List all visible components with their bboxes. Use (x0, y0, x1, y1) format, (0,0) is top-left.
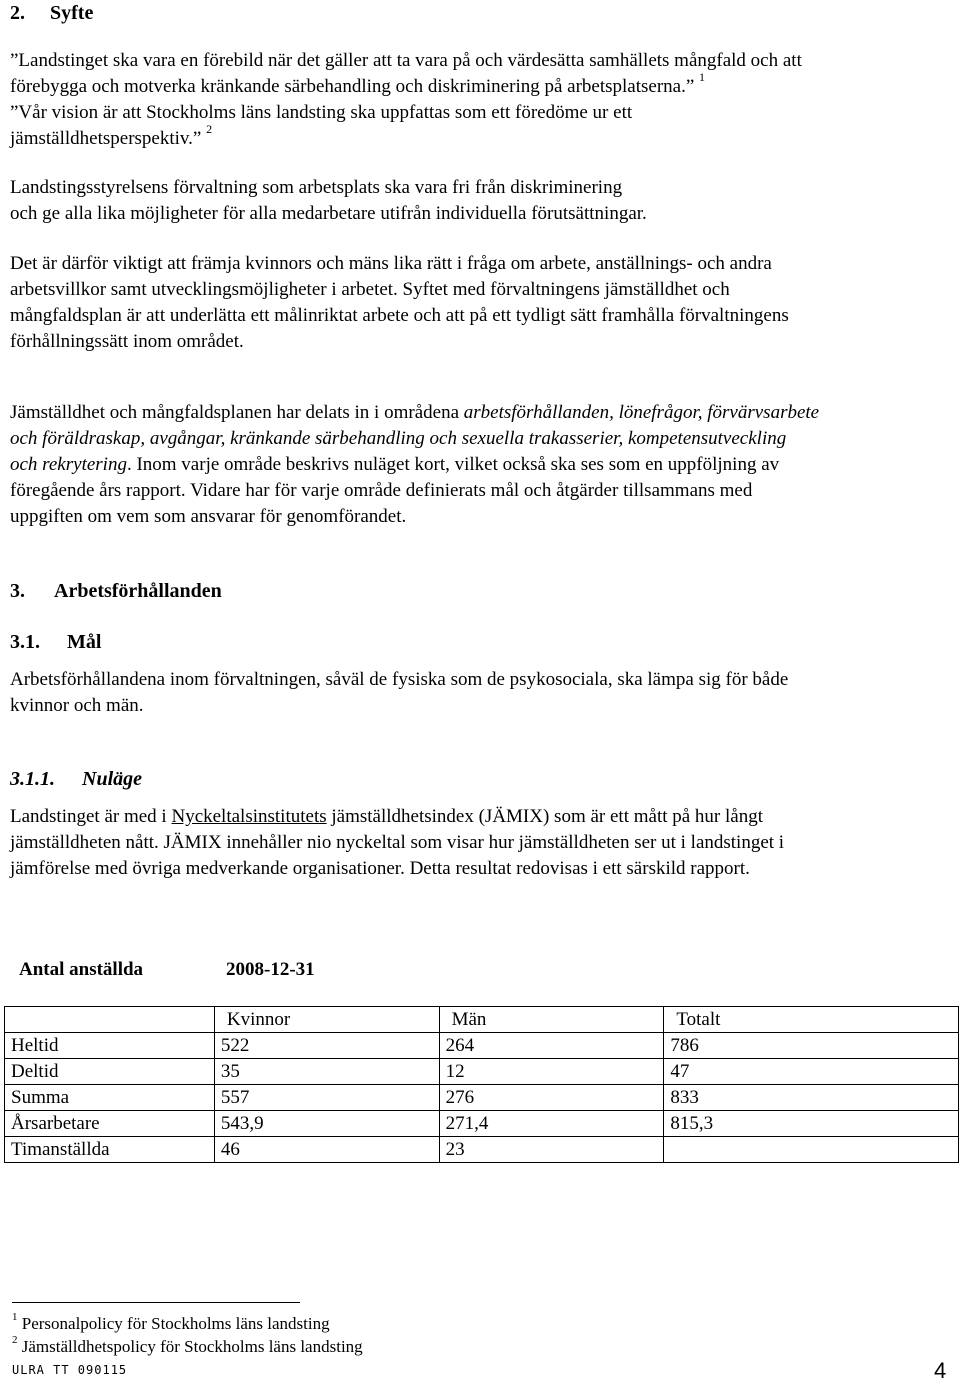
text-line: jämställdheten nått. JÄMIX innehåller nio nyckeltal som visar hur jämställdheten ser ut i landstinget i (10, 832, 785, 853)
subsection-heading-3-1-1 (10, 766, 142, 792)
footnote-mark: 2 (12, 1334, 18, 1346)
table-cell: Summa (5, 1085, 215, 1111)
table-caption (19, 957, 315, 983)
table-cell: 47 (664, 1059, 959, 1085)
table-header-row (5, 1007, 959, 1033)
text-segment: . Inom varje område beskrivs nuläget kort, vilket också ska ses som en uppföljning av (126, 454, 780, 475)
section-number: 3. (10, 580, 25, 602)
footnote-ref: 1 (699, 70, 706, 84)
table-cell: 276 (439, 1085, 664, 1111)
text-line: och ge alla lika möjligheter för alla medarbetare utifrån individuella förutsättningar. (10, 203, 647, 224)
body-paragraph-2 (10, 400, 945, 530)
section-title: Arbetsförhållanden (54, 580, 222, 602)
footnote-mark: 1 (12, 1311, 18, 1323)
text-segment: jämställdhetsindex (JÄMIX) som är ett mått på hur långt (326, 806, 764, 827)
table-header-cell (5, 1007, 215, 1033)
text-line (10, 70, 945, 100)
nyckeltalsinstitutet-link[interactable]: Nyckeltalsinstitutets (171, 806, 327, 827)
table-date: 2008-12-31 (226, 959, 315, 980)
text-segment: förebygga och motverka kränkande särbehandling och diskriminering på arbetsplatserna.” (10, 76, 695, 97)
table-cell: 46 (214, 1137, 439, 1163)
subsection-heading-3-1 (10, 629, 101, 655)
subsection-title: Mål (67, 631, 102, 653)
text-line (10, 452, 945, 478)
italic-text: arbetsförhållanden, lönefrågor, förvärvsarbete (463, 402, 820, 423)
table-row (5, 1059, 959, 1085)
table-cell: 815,3 (664, 1111, 959, 1137)
text-line: mångfaldsplan är att underlätta ett målinriktat arbete och att på ett tydligt sätt framhålla förvaltningens (10, 305, 789, 326)
table-header-cell: Totalt (664, 1007, 959, 1033)
quote-paragraph (10, 48, 945, 152)
table-cell: 557 (214, 1085, 439, 1111)
footnote-1 (12, 1313, 330, 1335)
footnote-text: Jämställdhetspolicy för Stockholms läns landsting (21, 1337, 363, 1356)
goal-paragraph (10, 667, 945, 719)
table-cell: Deltid (5, 1059, 215, 1085)
text-line: ”Landstinget ska vara en förebild när det gäller att ta vara på och värdesätta samhällets mångfald och att (10, 50, 802, 71)
table-cell: Årsarbetare (5, 1111, 215, 1137)
text-line: Landstingsstyrelsens förvaltning som arbetsplats ska vara fri från diskriminering (10, 177, 623, 198)
text-line: arbetsvillkor samt utvecklingsmöjligheter i arbetet. Syftet med förvaltningens jämställdhet och (10, 279, 730, 300)
text-line: föregående års rapport. Vidare har för varje område definierats mål och åtgärder tillsammans med (10, 480, 753, 501)
table-cell: 23 (439, 1137, 664, 1163)
section-title: Syfte (50, 2, 94, 24)
table-cell: Timanställda (5, 1137, 215, 1163)
subsection-number: 3.1.1. (10, 768, 55, 790)
table-cell (664, 1137, 959, 1163)
text-line (10, 804, 945, 830)
text-segment: Landstinget är med i (10, 806, 172, 827)
table-cell: 522 (214, 1033, 439, 1059)
text-segment: jämställdhetsperspektiv.” (10, 128, 202, 149)
text-line: ”Vår vision är att Stockholms läns landsting ska uppfattas som ett föredöme ur ett (10, 102, 633, 123)
table-cell: 271,4 (439, 1111, 664, 1137)
italic-line: och föräldraskap, avgångar, kränkande särbehandling och sexuella trakasserier, kompetensutveckling (10, 428, 787, 449)
text-line: jämförelse med övriga medverkande organisationer. Detta resultat redovisas i ett särskild rapport. (10, 858, 750, 879)
text-segment: Jämställdhet och mångfaldsplanen har delats in i områdena (10, 402, 464, 423)
text-line: uppgiften om vem som ansvarar för genomförandet. (10, 506, 407, 527)
text-line (10, 400, 945, 426)
table-header-cell: Män (439, 1007, 664, 1033)
text-line (10, 122, 945, 152)
table-cell: 12 (439, 1059, 664, 1085)
status-paragraph (10, 804, 945, 882)
subsection-number: 3.1. (10, 631, 40, 653)
table-cell: Heltid (5, 1033, 215, 1059)
text-line: Arbetsförhållandena inom förvaltningen, såväl de fysiska som de psykosociala, ska lämpa sig för både (10, 669, 789, 690)
text-line: Det är därför viktigt att främja kvinnors och mäns lika rätt i fråga om arbete, anställnings- och andra (10, 253, 772, 274)
policy-paragraph (10, 175, 945, 227)
italic-text: och rekrytering (10, 454, 127, 475)
text-line: förhållningssätt inom området. (10, 331, 244, 352)
table-row (5, 1111, 959, 1137)
page-number: 4 (934, 1358, 947, 1383)
section-heading-3 (10, 578, 222, 604)
footnote-text: Personalpolicy för Stockholms läns landsting (21, 1314, 330, 1333)
footnote-ref: 2 (206, 122, 213, 136)
table-cell: 35 (214, 1059, 439, 1085)
section-heading-2 (10, 0, 93, 26)
subsection-title: Nuläge (82, 768, 142, 790)
table-caption-label: Antal anställda (19, 959, 144, 980)
table-cell: 264 (439, 1033, 664, 1059)
table-row (5, 1033, 959, 1059)
employees-table (4, 1006, 959, 1163)
table-cell: 833 (664, 1085, 959, 1111)
table-header-cell: Kvinnor (214, 1007, 439, 1033)
footer-code: ULRA TT 090115 (12, 1363, 128, 1377)
table-cell: 543,9 (214, 1111, 439, 1137)
table-row (5, 1085, 959, 1111)
text-line: kvinnor och män. (10, 695, 144, 716)
table-row (5, 1137, 959, 1163)
table-cell: 786 (664, 1033, 959, 1059)
body-paragraph-1 (10, 251, 945, 355)
footnote-separator (12, 1302, 300, 1303)
section-number: 2. (10, 2, 25, 24)
footnote-2 (12, 1336, 363, 1358)
